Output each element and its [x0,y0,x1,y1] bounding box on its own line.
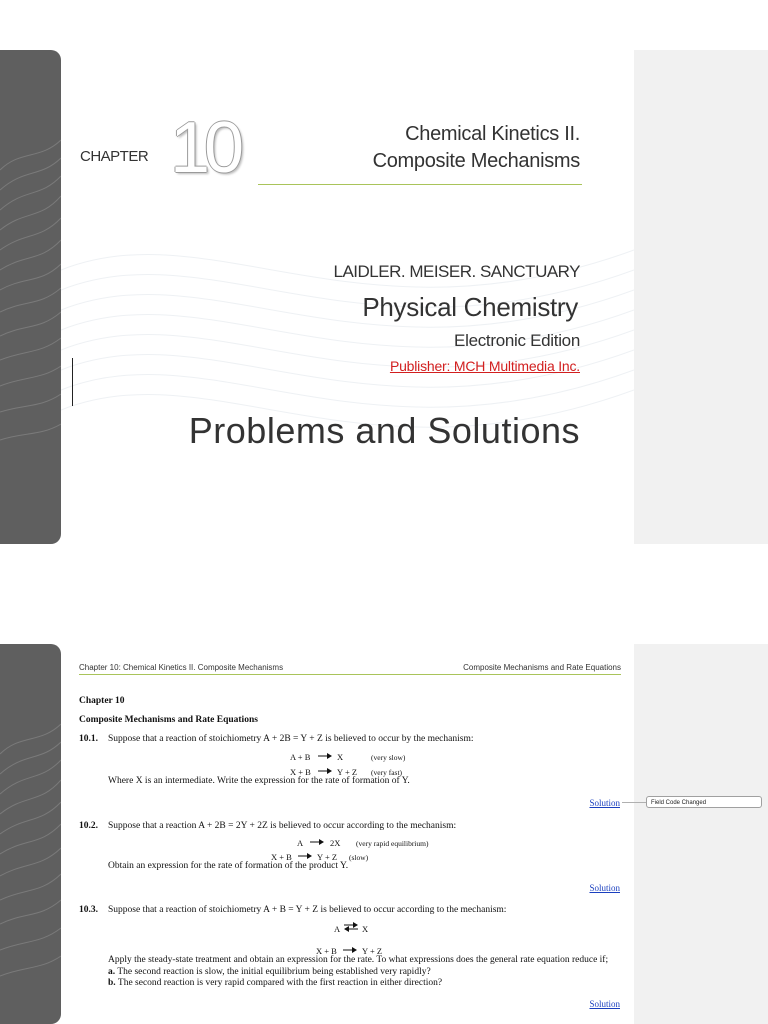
cover-page [0,50,768,544]
header-divider [79,674,621,675]
equation-2-left: X + B [290,767,311,777]
equation-1-left: A [297,838,304,848]
publisher-link[interactable]: Publisher: MCH Multimedia Inc. [389,358,580,374]
solution-link[interactable]: Solution [589,999,620,1009]
section-heading: Composite Mechanisms and Rate Equations [79,715,258,725]
forward-arrow-icon [318,768,332,774]
equation-1-right: 2X [330,838,341,848]
chapter-side-tab [0,50,61,544]
equation-1-note: (very slow) [371,753,406,762]
problem-statement: Suppose that a reaction A + 2B = 2Y + 2Z is believed to occur according to the mechanism: [108,821,457,831]
forward-arrow-icon [310,839,324,845]
problem-number: 10.1. [79,734,98,744]
problem-part-a [108,967,431,977]
authors: LAIDLER. MEISER. SANCTUARY [333,262,580,281]
part-a-text: The second reaction is slow, the initial equilibrium being established very rapidly? [117,967,431,977]
equation-2-note: (slow) [349,853,369,862]
equation-2-left: X + B [271,852,292,862]
problems-page [0,644,768,1024]
comment-pane [634,50,768,544]
equilibrium-arrow-icon [344,920,358,934]
text-cursor [72,358,73,406]
part-a-label: a. [108,967,116,977]
equation-2-right: Y + Z [337,767,358,777]
equation-1-note: (very rapid equilibrium) [356,839,429,848]
solution-link[interactable]: Solution [589,798,620,808]
problem-number: 10.3. [79,905,98,915]
problem-part-b [108,978,442,988]
chapter-label: CHAPTER [80,148,149,165]
equation-2-right: Y + Z [362,946,383,956]
problem-followup: Where X is an intermediate. Write the expression for the rate of formation of Y. [108,776,410,786]
tracked-change-balloon[interactable]: Field Code Changed [646,796,762,808]
running-head-left: Chapter 10: Chemical Kinetics II. Composite Mechanisms [79,663,284,672]
running-head-right: Composite Mechanisms and Rate Equations [463,663,621,672]
equation-1-left: A [334,924,341,934]
part-b-text: The second reaction is very rapid compared with the first reaction in either direction? [117,978,443,988]
swirl-decoration [0,644,61,1024]
equation-1-right: X [362,924,369,934]
problem-followup: Apply the steady-state treatment and obtain an expression for the rate. To what expressions does the general rate equation reduce if; [108,955,609,965]
section-title: Problems and Solutions [188,410,580,451]
problem-number: 10.2. [79,821,98,831]
book-title: Physical Chemistry [362,292,578,322]
chapter-side-tab [0,644,61,1024]
forward-arrow-icon [343,947,357,953]
problem-statement: Suppose that a reaction of stoichiometry A + B = Y + Z is believed to occur according to the mechanism: [108,905,507,915]
chapter-heading: Chapter 10 [79,696,125,706]
problem-followup: Obtain an expression for the rate of formation of the product Y. [108,861,349,871]
equation-2-left: X + B [316,946,337,956]
chapter-number: 10 [170,108,239,188]
forward-arrow-icon [298,853,312,859]
forward-arrow-icon [318,753,332,759]
edition: Electronic Edition [454,331,580,350]
equation-2-right: Y + Z [317,852,338,862]
equation-2-note: (very fast) [371,768,403,777]
comment-pane [634,644,768,1024]
chapter-title-line-1: Chemical Kinetics II. [405,123,580,145]
swirl-decoration [0,50,61,544]
equation-1-right: X [337,752,344,762]
solution-link[interactable]: Solution [589,883,620,893]
part-b-label: b. [108,978,116,988]
equation-1-left: A + B [290,752,311,762]
tracked-change-connector [622,802,646,803]
problem-statement: Suppose that a reaction of stoichiometry A + 2B = Y + Z is believed to occur by the mechanism: [108,734,474,744]
chapter-title-line-2: Composite Mechanisms [372,150,580,172]
title-divider [258,184,582,185]
